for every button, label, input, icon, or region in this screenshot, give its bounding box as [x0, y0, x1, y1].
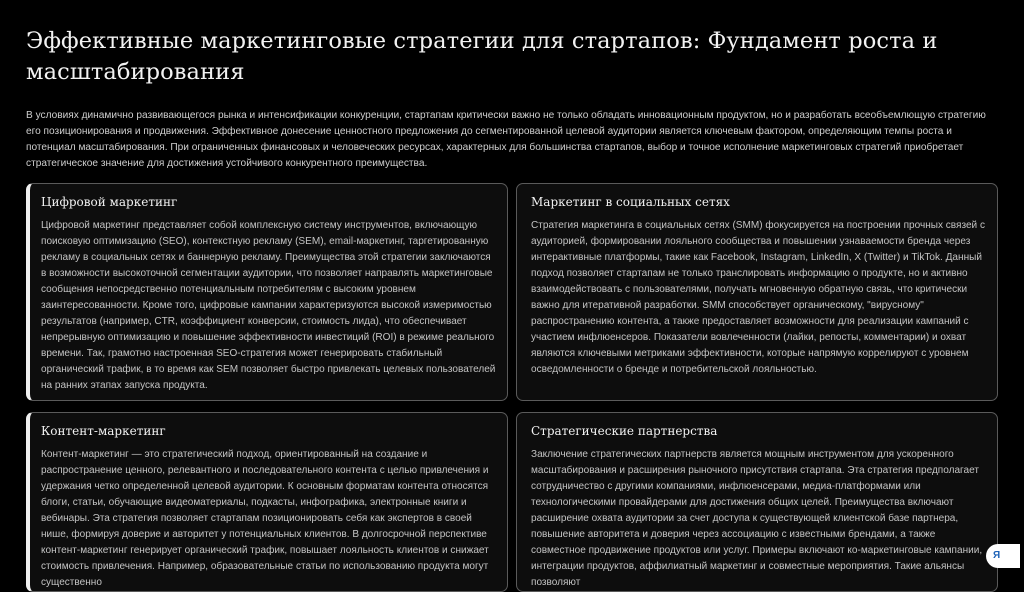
corner-badge[interactable]: Я: [986, 544, 1020, 568]
card-title: Стратегические партнерства: [531, 424, 718, 438]
card-social-media-marketing: [516, 183, 998, 401]
card-title: Маркетинг в социальных сетях: [531, 195, 730, 209]
card-title: Контент-маркетинг: [41, 424, 166, 438]
intro-paragraph: В условиях динамично развивающегося рынка и интенсификации конкуренции, стартапам критически важно не только обладать инновационным продуктом, но и разработать всеобъемлющую стратегию его позиционирования и продвижения. Эффективное донесение ценностного предложения до сегментированной целевой аудитории является ключевым фактором, определяющим темпы роста и потенциал масштабирования. При ограниченных финансовых и человеческих ресурсах, характерных для большинства стартапов, выбор и точное исполнение маркетинговых стратегий приобретает стратегическое значение для достижения устойчивого конкурентного преимущества.: [26, 110, 986, 169]
card-text: Контент-маркетинг — это стратегический подход, ориентированный на создание и распространение ценного, релевантного и последовательного контента с целью привлечения и удержания четко определенной целевой аудитории. К основным форматам контента относятся блоги, статьи, обучающие видеоматериалы, подкасты, инфографика, электронные книги и вебинары. Эта стратегия позволяет стартапам позиционировать себя как экспертов в своей нише, формируя доверие и авторитет у потенциальных клиентов. В долгосрочной перспективе контент-маркетинг генерирует органический трафик, повышает лояльность клиентов и снижает стоимость привлечения. Например, образовательные статьи по использованию продукта могут существенно: [41, 449, 489, 588]
card-strategic-partnerships: [516, 412, 998, 592]
page-title: Эффективные маркетинговые стратегии для стартапов: Фундамент роста и масштабирования: [26, 28, 938, 85]
card-title: Цифровой маркетинг: [41, 195, 178, 209]
card-text: Стратегия маркетинга в социальных сетях (SMM) фокусируется на построении прочных связей с аудиторией, формировании лояльного сообщества и повышении узнаваемости бренда через интерактивные платформы, такие как Facebook, Instagram, LinkedIn, X (Twitter) и TikTok. Данный подход позволяет стартапам не только транслировать информацию о продукте, но и активно взаимодействовать с пользователями, получать мгновенную обратную связь, что критически важно для итеративной разработки. SMM способствует органическому, "вирусному" распространению контента, а также предоставляет возможности для реализации кампаний с участием инфлюенсеров. Показатели вовлеченности (лайки, репосты, комментарии) и охват являются ключевыми метриками эффективности, которые напрямую коррелируют с уровнем осведомленности о бренде и потребительской лояльностью.: [531, 220, 985, 375]
card-digital-marketing: [26, 183, 508, 401]
card-text: Цифровой маркетинг представляет собой комплексную систему инструментов, включающую поисковую оптимизацию (SEO), контекстную рекламу (SEM), email-маркетинг, таргетированную рекламу в социальных сетях и баннерную рекламу. Преимущества этой стратегии заключаются в возможности высокоточной сегментации аудитории, что позволяет направлять маркетинговые сообщения непосредственно потенциальным потребителям с высоким уровнем заинтересованности. Кроме того, цифровые кампании характеризуются высокой измеримостью результатов (например, CTR, коэффициент конверсии, стоимость лида), что обеспечивает непрерывную оптимизацию и повышение эффективности инвестиций (ROI) в режиме реального времени. Так, грамотно настроенная SEO-стратегия может генерировать стабильный органический трафик, в то время как SEM позволяет быстро привлекать целевых пользователей на ранних этапах запуска продукта.: [41, 220, 496, 391]
card-content-marketing: [26, 412, 508, 592]
card-text: Заключение стратегических партнерств является мощным инструментом для ускоренного масштабирования и расширения рыночного присутствия стартапа. Эта стратегия предполагает сотрудничество с другими компаниями, инфлюенсерами, медиа-платформами или технологическими провайдерами для достижения общих целей. Преимущества включают расширение охвата аудитории за счет доступа к существующей клиентской базе партнера, повышение авторитета и доверия через ассоциацию с известными брендами, а также совместное продвижение продуктов или услуг. Примеры включают ко-маркетинговые кампании, интеграции продуктов, аффилиатный маркетинг и совместные мероприятия. Такие альянсы позволяют: [531, 449, 983, 588]
